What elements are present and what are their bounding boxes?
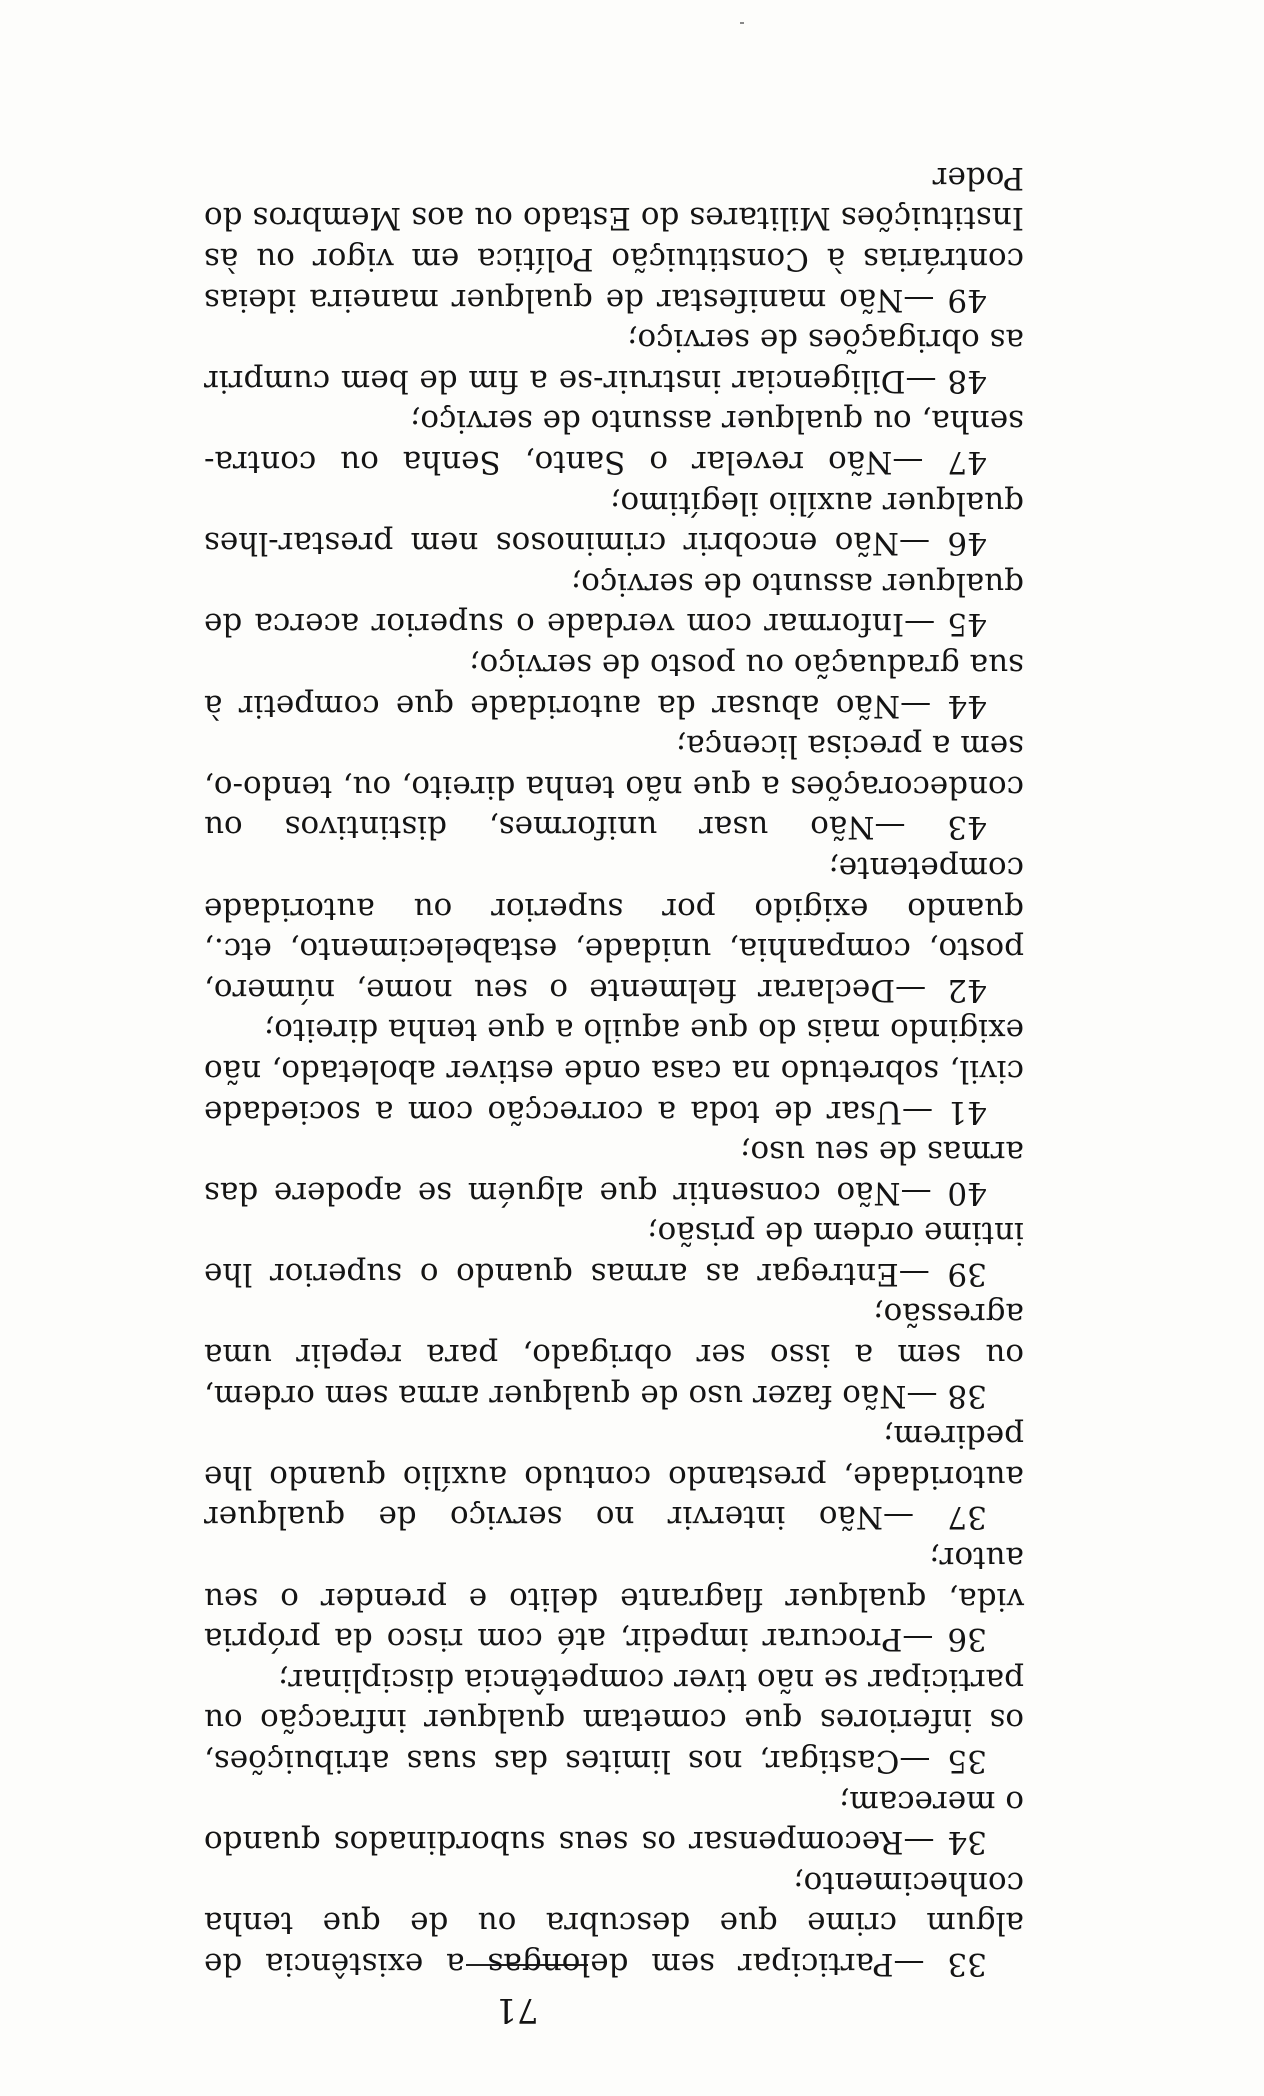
article-dash: — xyxy=(904,606,936,643)
article-number: 48 xyxy=(947,362,987,399)
article-number: 34 xyxy=(947,1824,987,1861)
article-paragraph xyxy=(204,1781,1024,1862)
article-paragraph xyxy=(204,1132,1024,1213)
article-number: 36 xyxy=(947,1621,987,1658)
article-text: Não abusar da autoridade que competir à sua graduação ou posto de serviço; xyxy=(203,647,1024,724)
article-number: 46 xyxy=(947,525,987,562)
article-number: 33 xyxy=(947,1946,987,1982)
article-number: 44 xyxy=(947,687,987,724)
article-text: Castigar, nos limites das suas atribuições, os inferiores que cometam qualquer infracção ou participar se não tiver competência disciplinar; xyxy=(203,1661,1024,1780)
article-number: 42 xyxy=(947,971,987,1008)
article-dash: — xyxy=(893,1946,925,1982)
article-dash: — xyxy=(903,281,935,318)
article-dash: — xyxy=(892,444,924,481)
article-number: 40 xyxy=(947,1174,987,1211)
article-paragraph xyxy=(204,1537,1024,1659)
article-text: Procurar impedir, até com risco da própria vida, qualquer flagrante delito e prender o seu autor; xyxy=(204,1540,1024,1658)
article-dash: — xyxy=(902,1093,934,1130)
article-paragraph xyxy=(204,482,1024,563)
article-paragraph xyxy=(204,1659,1024,1781)
article-dash: — xyxy=(900,687,932,724)
article-paragraph xyxy=(204,157,1024,319)
document-body xyxy=(204,157,1024,1984)
article-text: Não consentir que alguém se apodere das armas de seu uso; xyxy=(203,1134,1024,1211)
article-dash: — xyxy=(906,1377,938,1414)
article-dash: — xyxy=(900,1174,932,1211)
article-text: Recompensar os seus subordinados quando o merecam; xyxy=(204,1783,1024,1861)
article-dash: — xyxy=(903,1824,935,1861)
article-dash: — xyxy=(899,1743,931,1780)
article-text: Usar de toda a correcção com a sociedade civil, sobretudo na casa onde estiver aboletado, não exigindo mais do que aquilo a que tenha direito; xyxy=(204,1012,1024,1130)
article-text: Informar com verdade o superior acerca de qualquer assunto de serviço; xyxy=(203,565,1024,643)
article-text: Declarar fielmente o seu nome, número, posto, companhia, unidade, estabelecimento, etc., quando exigido por superior ou autoridade competente; xyxy=(204,849,1024,1008)
article-number: 37 xyxy=(947,1499,987,1536)
scan-speck xyxy=(740,22,744,24)
article-text: Não manifestar de qualquer maneira ideias contrárias à Constituição Política em vigor ou às Instituições Militares do Estado ou aos Membros do Poder xyxy=(203,159,1024,318)
article-paragraph xyxy=(204,1416,1024,1538)
article-text: Diligenciar instruir-se a fim de bem cumprir as obrigações de serviço; xyxy=(204,322,1024,399)
article-paragraph xyxy=(204,401,1024,482)
article-dash: — xyxy=(902,1621,934,1658)
article-dash: — xyxy=(898,1255,930,1292)
article-paragraph xyxy=(204,726,1024,848)
article-number: 43 xyxy=(947,809,987,846)
article-text: Não intervir no serviço de qualquer autoridade, prestando contudo auxílio quando lhe pedirem; xyxy=(204,1418,1024,1536)
article-number: 47 xyxy=(947,444,987,481)
article-text: Não revelar o Santo, Senha ou contra-senha, ou qualquer assunto de serviço; xyxy=(204,403,1024,481)
article-paragraph xyxy=(204,1010,1024,1132)
article-paragraph xyxy=(204,644,1024,725)
article-paragraph xyxy=(204,563,1024,644)
article-number: 45 xyxy=(947,606,987,643)
article-dash: — xyxy=(898,525,930,562)
article-number: 39 xyxy=(947,1255,987,1292)
article-number: 38 xyxy=(947,1377,987,1414)
article-dash: — xyxy=(874,809,906,846)
article-number: 35 xyxy=(947,1743,987,1780)
article-paragraph xyxy=(204,320,1024,401)
article-number: 41 xyxy=(947,1093,987,1130)
article-text: Participar sem delongas a existência de algum crime que descubra ou de que tenha conhecimento; xyxy=(204,1864,1024,1982)
article-dash: — xyxy=(883,1499,915,1536)
article-text: Não fazer uso de qualquer arma sem ordem, ou sem a isso ser obrigado, para repelir uma agressão; xyxy=(204,1296,1024,1414)
article-text: Entregar as armas quando o superior lhe intime ordem de prisão; xyxy=(204,1215,1024,1292)
article-text: Não usar uniformes, distintivos ou condecorações a que não tenha direito, ou, tendo-o, sem a precisa licença; xyxy=(204,728,1024,846)
article-paragraph xyxy=(204,1213,1024,1294)
page-number: 71 xyxy=(495,1990,539,2030)
article-dash: — xyxy=(895,971,927,1008)
article-number: 49 xyxy=(947,281,987,318)
article-paragraph xyxy=(204,1294,1024,1416)
article-text: Não encobrir criminosos nem prestar-lhes qualquer auxílio ilegítimo; xyxy=(204,484,1024,562)
article-paragraph xyxy=(204,1862,1024,1984)
article-dash: — xyxy=(905,362,937,399)
article-paragraph xyxy=(204,847,1024,1009)
